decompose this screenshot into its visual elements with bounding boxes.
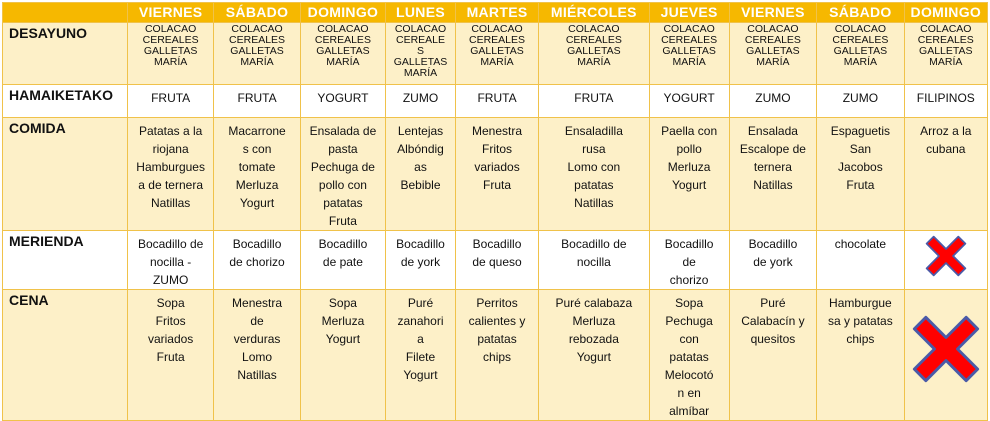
menu-cell [214, 290, 300, 421]
menu-cell-line: Fritos [482, 142, 513, 156]
day-header: MARTES [455, 3, 538, 23]
menu-cell-line: MARÍA [326, 56, 360, 68]
menu-cell-line: MARÍA [403, 67, 438, 79]
row-label-comida: COMIDA [3, 118, 128, 231]
menu-cell [539, 290, 649, 421]
menu-cell [214, 231, 300, 290]
menu-cell-line: nocilla [576, 255, 611, 269]
menu-cell-line: Lomo [242, 350, 273, 364]
menu-cell-line: chorizo [669, 273, 709, 287]
menu-cell-line: CEREALES [229, 34, 286, 46]
empty-cell [904, 231, 987, 290]
menu-cell-line: Bocadillo [396, 237, 445, 251]
menu-cell-line: Fruta [328, 214, 357, 228]
menu-cell-line: Merluza [235, 178, 279, 192]
menu-cell-line: Ensalada [747, 124, 798, 138]
menu-cell-line: Espaguetis [830, 124, 891, 138]
menu-cell-line: FRUTA [477, 91, 517, 105]
menu-cell-line: CEREALES [832, 34, 889, 46]
menu-cell [904, 118, 987, 231]
menu-cell [127, 23, 213, 85]
menu-cell [817, 231, 904, 290]
menu-cell [729, 118, 816, 231]
menu-cell-line: n en [677, 386, 701, 400]
menu-cell [386, 118, 456, 231]
row-hamaiketako [3, 85, 988, 118]
menu-cell-line: Lomo con [567, 160, 621, 174]
menu-cell-line: Yogurt [576, 350, 611, 364]
menu-cell-line: Fruta [846, 178, 875, 192]
menu-cell-line: FRUTA [574, 91, 614, 105]
menu-cell [539, 231, 649, 290]
menu-cell-line: rusa [582, 142, 606, 156]
red-x-cross-icon [907, 290, 985, 408]
menu-cell-line: Fritos [155, 314, 186, 328]
row-comida [3, 118, 988, 231]
menu-cell [300, 231, 385, 290]
row-label-merienda: MERIENDA [3, 231, 128, 290]
menu-cell-line: Merluza [321, 314, 365, 328]
menu-cell-line: de pate [322, 255, 363, 269]
menu-cell-line: Puré calabaza [555, 296, 633, 310]
menu-cell [386, 23, 456, 85]
menu-cell-line: verduras [233, 332, 281, 346]
menu-cell-line: Ensalada de [309, 124, 377, 138]
menu-cell [817, 85, 904, 118]
menu-cell-line: Puré [407, 296, 434, 310]
menu-cell [455, 290, 538, 421]
row-label-hamaiketako: HAMAIKETAKO [3, 85, 128, 118]
menu-cell-line: Pechuga [665, 314, 713, 328]
menu-cell [649, 290, 729, 421]
menu-cell-line: S [416, 45, 424, 57]
menu-cell-line: GALLETAS [567, 45, 621, 57]
menu-cell-line: GALLETAS [746, 45, 800, 57]
menu-cell-line: Bocadillo [664, 237, 714, 251]
day-header: DOMINGO [904, 3, 987, 23]
menu-cell [455, 118, 538, 231]
menu-cell [455, 85, 538, 118]
menu-cell [214, 23, 300, 85]
menu-cell-line: COLACAO [317, 23, 369, 35]
menu-cell-line: pasta [328, 142, 358, 156]
menu-cell [729, 290, 816, 421]
menu-cell-line: sa y patatas [828, 314, 893, 328]
menu-cell-line: Fruta [483, 178, 512, 192]
menu-cell-line: Albóndig [397, 142, 444, 156]
menu-cell-line: patatas [574, 178, 614, 192]
day-header: VIERNES [729, 3, 816, 23]
menu-cell-line: Sopa [328, 296, 357, 310]
menu-cell-line: de queso [472, 255, 522, 269]
menu-cell [649, 118, 729, 231]
menu-cell-line: pollo con [318, 178, 367, 192]
menu-cell-line: a de ternera [138, 178, 203, 192]
menu-cell [214, 118, 300, 231]
menu-cell-line: patatas [477, 332, 517, 346]
menu-cell-line: CEREALE [395, 34, 446, 46]
menu-cell [386, 231, 456, 290]
menu-cell-line: Bocadillo de [561, 237, 627, 251]
menu-cell-line: Jacobos [838, 160, 883, 174]
menu-cell [539, 23, 649, 85]
menu-cell-line: GALLETAS [143, 45, 198, 57]
menu-cell-line: nocilla - [149, 255, 192, 269]
menu-cell-line: Lentejas [397, 124, 444, 138]
menu-cell-line: Natillas [150, 196, 191, 210]
menu-cell-line: cubana [926, 142, 966, 156]
menu-cell [904, 23, 987, 85]
menu-cell-line: Merluza [667, 160, 711, 174]
menu-cell-line: YOGURT [317, 91, 369, 105]
menu-cell [649, 85, 729, 118]
menu-cell-line: COLACAO [471, 23, 523, 35]
menu-cell-line: GALLETAS [230, 45, 284, 57]
menu-cell [729, 85, 816, 118]
menu-cell-line: Melocotó [664, 368, 714, 382]
menu-cell-line: variados [474, 160, 520, 174]
menu-cell-line: Merluza [572, 314, 616, 328]
menu-cell-line: CEREALES [744, 34, 801, 46]
menu-cell-line: de york [400, 255, 441, 269]
menu-cell-line: COLACAO [747, 23, 799, 35]
menu-cell-line: GALLETAS [470, 45, 524, 57]
menu-cell [300, 85, 385, 118]
menu-cell-line: Sopa [156, 296, 185, 310]
menu-cell-line: de chorizo [229, 255, 285, 269]
menu-cell-line: Natillas [753, 178, 793, 192]
menu-cell-line: de [682, 255, 696, 269]
menu-cell-line: GALLETAS [393, 56, 448, 68]
menu-cell-line: Bebible [400, 178, 441, 192]
menu-cell-line: MARÍA [154, 56, 188, 68]
menu-cell-line: Puré [760, 296, 786, 310]
menu-cell-line: FRUTA [151, 91, 191, 105]
menu-cell-line: COLACAO [144, 23, 197, 35]
menu-cell [817, 290, 904, 421]
header-row [3, 3, 988, 23]
menu-cell-line: CEREALES [314, 34, 371, 46]
day-header: JUEVES [649, 3, 729, 23]
empty-cell [904, 290, 987, 421]
menu-cell-line: calientes y [468, 314, 526, 328]
menu-cell-line: con [679, 332, 699, 346]
day-header: LUNES [386, 3, 456, 23]
menu-cell [817, 118, 904, 231]
menu-cell-line: FRUTA [237, 91, 277, 105]
menu-cell [300, 118, 385, 231]
day-header: SÁBADO [214, 3, 300, 23]
menu-cell-line: Natillas [574, 196, 614, 210]
menu-cell-line: Yogurt [325, 332, 361, 346]
menu-cell-line: almíbar [669, 404, 710, 418]
menu-cell-line: GALLETAS [833, 45, 888, 57]
row-desayuno [3, 23, 988, 85]
menu-cell-line: YOGURT [663, 91, 715, 105]
day-header: DOMINGO [300, 3, 385, 23]
menu-cell [539, 118, 649, 231]
menu-cell [386, 290, 456, 421]
menu-cell-line: CEREALES [565, 34, 622, 46]
menu-cell-line: ZUMO [402, 91, 439, 105]
red-x-cross-icon [907, 231, 985, 281]
menu-cell-line: patatas [669, 350, 709, 364]
menu-cell-line: chocolate [834, 237, 887, 251]
menu-cell-line: as [414, 160, 427, 174]
menu-cell [127, 85, 213, 118]
menu-cell-line: pollo [676, 142, 702, 156]
menu-cell [649, 23, 729, 85]
menu-cell-line: COLACAO [394, 23, 447, 35]
menu-cell-line: Menestra [232, 296, 283, 310]
menu-cell-line: quesitos [750, 332, 796, 346]
menu-cell-line: GALLETAS [662, 45, 716, 57]
menu-cell-line: MARÍA [480, 56, 514, 68]
menu-cell-line: CEREALES [661, 34, 718, 46]
menu-cell-line: ZUMO [152, 273, 189, 287]
menu-cell-line: tomate [238, 160, 276, 174]
menu-cell-line: ZUMO [755, 91, 791, 105]
menu-cell [539, 85, 649, 118]
menu-cell-line: GALLETAS [919, 45, 973, 57]
menu-cell-line: COLACAO [568, 23, 620, 35]
menu-cell-line: Sopa [675, 296, 704, 310]
menu-cell [817, 23, 904, 85]
menu-cell-line: s con [242, 142, 272, 156]
menu-cell-line: COLACAO [231, 23, 283, 35]
menu-cell-line: Yogurt [671, 178, 707, 192]
day-header: MIÉRCOLES [539, 3, 649, 23]
menu-cell-line: Paella con [661, 124, 718, 138]
menu-cell-line: Perritos [476, 296, 518, 310]
menu-cell-line: FILIPINOS [916, 91, 975, 105]
menu-cell-line: Bocadillo [318, 237, 368, 251]
menu-cell-line: Escalope de [739, 142, 806, 156]
menu-cell-line: San [849, 142, 872, 156]
menu-cell-line: Bocadillo de [137, 237, 204, 251]
menu-cell-line: Hamburgue [829, 296, 892, 310]
menu-cell-line: Arroz a la [920, 124, 972, 138]
menu-cell-line: de [250, 314, 264, 328]
menu-cell-line: COLACAO [663, 23, 715, 35]
menu-cell-line: Natillas [237, 368, 277, 382]
menu-cell [127, 231, 213, 290]
menu-cell-line: GALLETAS [316, 45, 370, 57]
menu-cell-line: Menestra [472, 124, 523, 138]
menu-cell-line: Macarrone [228, 124, 286, 138]
menu-cell-line: variados [147, 332, 194, 346]
menu-cell-line: MARÍA [577, 56, 611, 68]
menu-cell [127, 290, 213, 421]
menu-cell-line: Calabacín y [741, 314, 805, 328]
menu-cell-line: CEREALES [469, 34, 526, 46]
menu-cell-line: MARÍA [929, 56, 963, 68]
menu-cell [300, 290, 385, 421]
day-header: VIERNES [127, 3, 213, 23]
menu-cell-line: chips [483, 350, 512, 364]
row-merienda [3, 231, 988, 290]
row-label-desayuno: DESAYUNO [3, 23, 128, 85]
menu-cell-line: Ensaladilla [564, 124, 623, 138]
menu-cell [904, 85, 987, 118]
menu-cell-line: Fruta [156, 350, 185, 364]
menu-cell-line: ZUMO [842, 91, 879, 105]
menu-cell-line: rebozada [568, 332, 619, 346]
menu-cell-line: COLACAO [834, 23, 887, 35]
menu-cell [386, 85, 456, 118]
menu-cell [729, 23, 816, 85]
menu-cell [214, 85, 300, 118]
menu-cell-line: Yogurt [403, 368, 438, 382]
menu-cell-line: Bocadillo [472, 237, 522, 251]
menu-cell [300, 23, 385, 85]
menu-cell-line: de york [753, 255, 793, 269]
menu-cell-line: CEREALES [917, 34, 974, 46]
menu-cell-line: zanahori [397, 314, 444, 328]
menu-cell [649, 231, 729, 290]
menu-cell-line: MARÍA [843, 56, 878, 68]
menu-cell-line: Hamburgues [136, 160, 205, 174]
menu-cell-line: chips [846, 332, 875, 346]
day-header: SÁBADO [817, 3, 904, 23]
menu-cell-line: Bocadillo [232, 237, 282, 251]
menu-cell-line: COLACAO [920, 23, 972, 35]
menu-cell-line: ternera [753, 160, 792, 174]
menu-cell-line: Patatas a la [138, 124, 203, 138]
menu-cell-line: CEREALES [142, 34, 199, 46]
row-label-cena: CENA [3, 290, 128, 421]
menu-cell [127, 118, 213, 231]
menu-cell-line: Pechuga de [310, 160, 375, 174]
menu-cell [455, 23, 538, 85]
menu-cell-line: MARÍA [240, 56, 274, 68]
row-cena [3, 290, 988, 421]
corner-cell [3, 3, 128, 23]
menu-cell-line: patatas [323, 196, 363, 210]
menu-cell-line: Bocadillo [748, 237, 798, 251]
menu-cell-line: Filete [405, 350, 436, 364]
menu-cell-line: a [417, 332, 424, 346]
menu-cell [455, 231, 538, 290]
menu-cell [729, 231, 816, 290]
menu-cell-line: MARÍA [756, 56, 790, 68]
menu-cell-line: riojana [152, 142, 189, 156]
menu-cell-line: MARÍA [672, 56, 706, 68]
weekly-menu-table [2, 2, 988, 421]
menu-cell-line: Yogurt [239, 196, 275, 210]
